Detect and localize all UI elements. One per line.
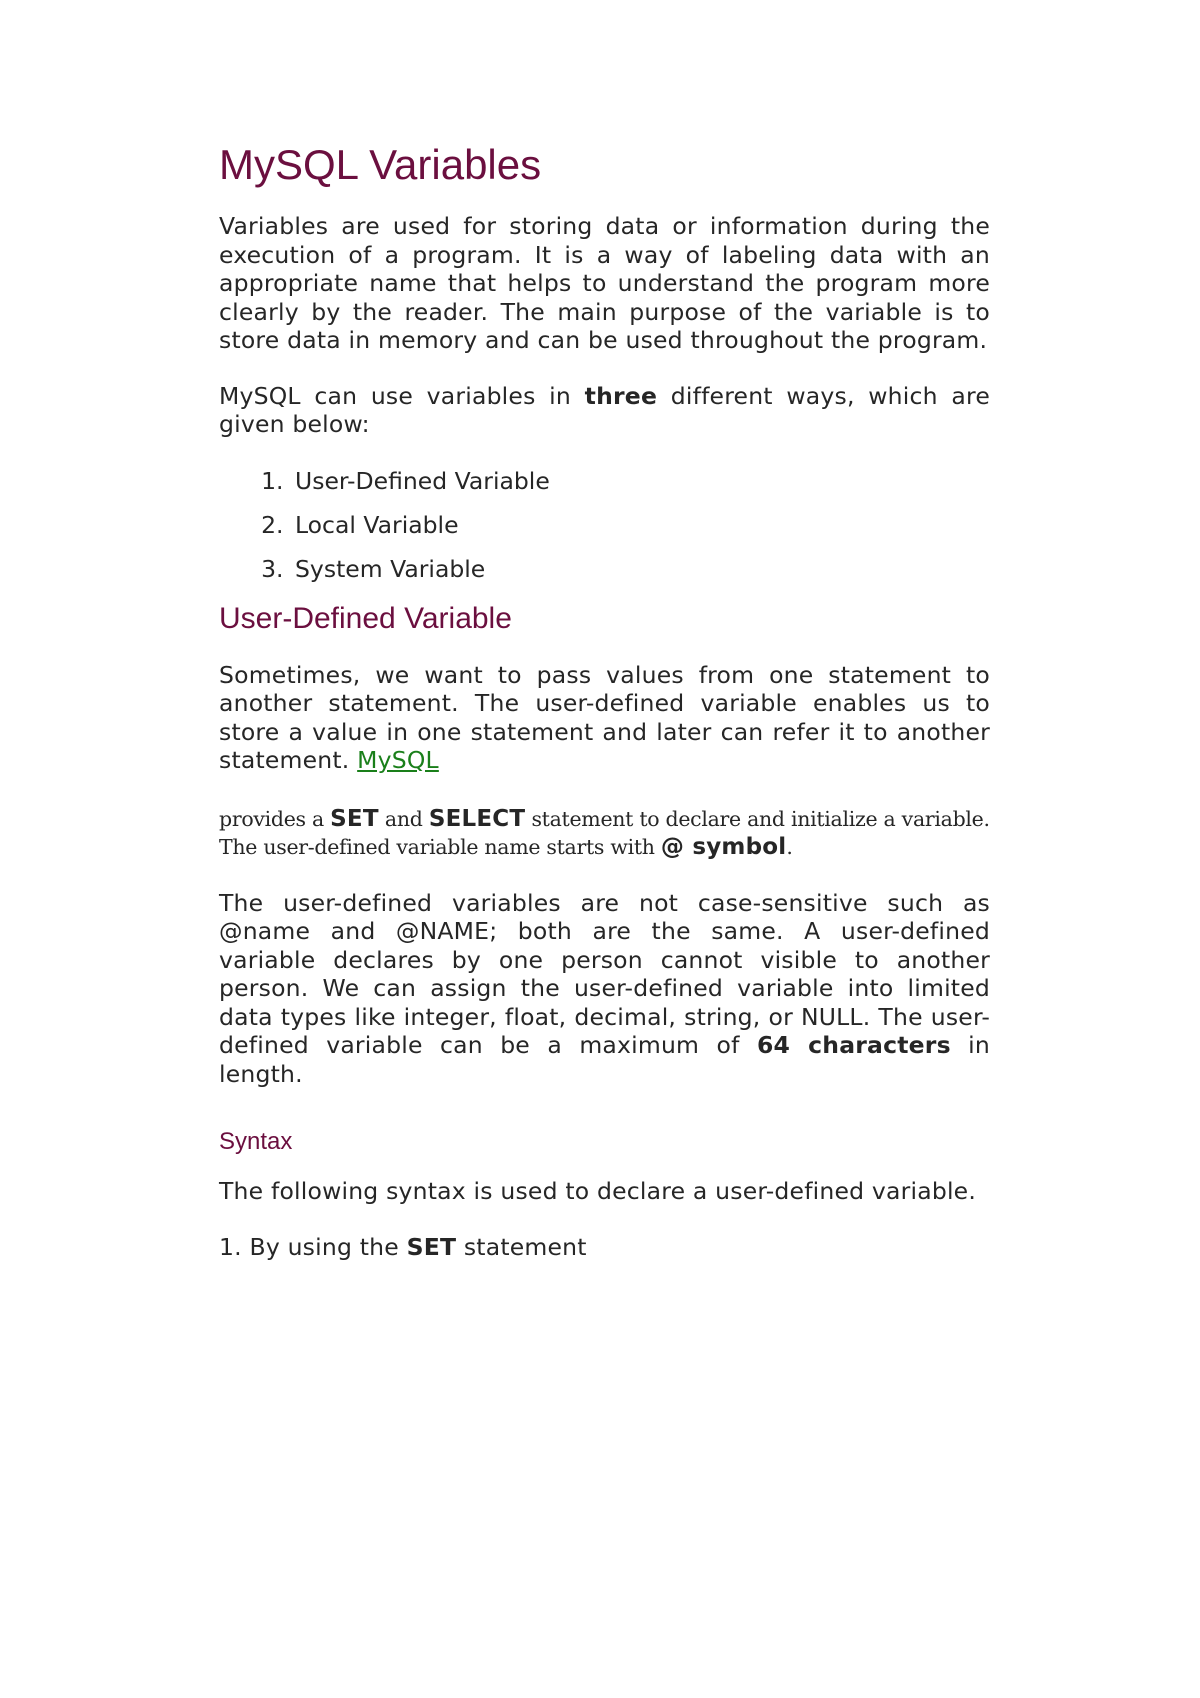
- para2-text-2: and: [378, 806, 429, 831]
- syntax-step-1: [219, 1233, 990, 1262]
- user-defined-paragraph-3: [219, 889, 990, 1089]
- select-keyword: SELECT: [428, 805, 526, 832]
- user-defined-paragraph-1-text: Sometimes, we want to pass values from one statement to another statement. The user-defined variable enables us to store a value in one statement and later can refer it to another statement.: [219, 660, 990, 775]
- ways-text-after: different ways, which are given below:: [219, 381, 990, 439]
- max-length-bold: 64 characters: [756, 1031, 951, 1060]
- step-set-keyword: SET: [406, 1232, 457, 1261]
- para2-text-3: statement to declare and initialize a variable. The user-defined variable name starts with: [219, 806, 990, 860]
- para3-text-2: in length.: [219, 1031, 990, 1088]
- mysql-link[interactable]: MySQL: [357, 746, 439, 775]
- para2-text-1: provides a: [219, 806, 331, 831]
- syntax-paragraph: The following syntax is used to declare a user-defined variable.: [219, 1177, 977, 1206]
- para3-text-1: The user-defined variables are not case-sensitive such as @name and @NAME; both are the same. A user-defined variable declares by one person cannot visible to another person. We can assign the user-defined variable into limited data types like integer, float, decimal, string, or NULL. The user-defined variable can be a maximum of: [219, 888, 990, 1060]
- list-item: 3. System Variable: [291, 555, 990, 583]
- user-defined-paragraph-1: [219, 661, 990, 775]
- set-keyword: SET: [330, 805, 379, 832]
- at-symbol-text: @ symbol: [660, 834, 787, 861]
- ways-bold-three: three: [584, 381, 658, 410]
- intro-paragraph: Variables are used for storing data or information during the execution of a program. It is a way of labeling data with an appropriate name that helps to understand the program more clearly by the reader. The main purpose of the variable is to store data in memory and can be used throughout the program.: [219, 212, 990, 355]
- section-heading-user-defined: User-Defined Variable: [219, 601, 512, 635]
- step-text-before: 1. By using the: [219, 1232, 407, 1261]
- step-text-after: statement: [456, 1232, 587, 1261]
- document-page: [219, 140, 990, 1281]
- list-item: 2. Local Variable: [291, 511, 990, 539]
- syntax-heading: Syntax: [219, 1128, 293, 1156]
- ways-paragraph: [219, 382, 990, 439]
- para2-text-4: .: [786, 835, 793, 860]
- page-title: MySQL Variables: [219, 141, 542, 188]
- variable-types-list: [219, 467, 990, 583]
- ways-text-before: MySQL can use variables in: [219, 381, 585, 410]
- list-item: 1. User-Defined Variable: [291, 467, 990, 495]
- user-defined-paragraph-2: [219, 805, 990, 862]
